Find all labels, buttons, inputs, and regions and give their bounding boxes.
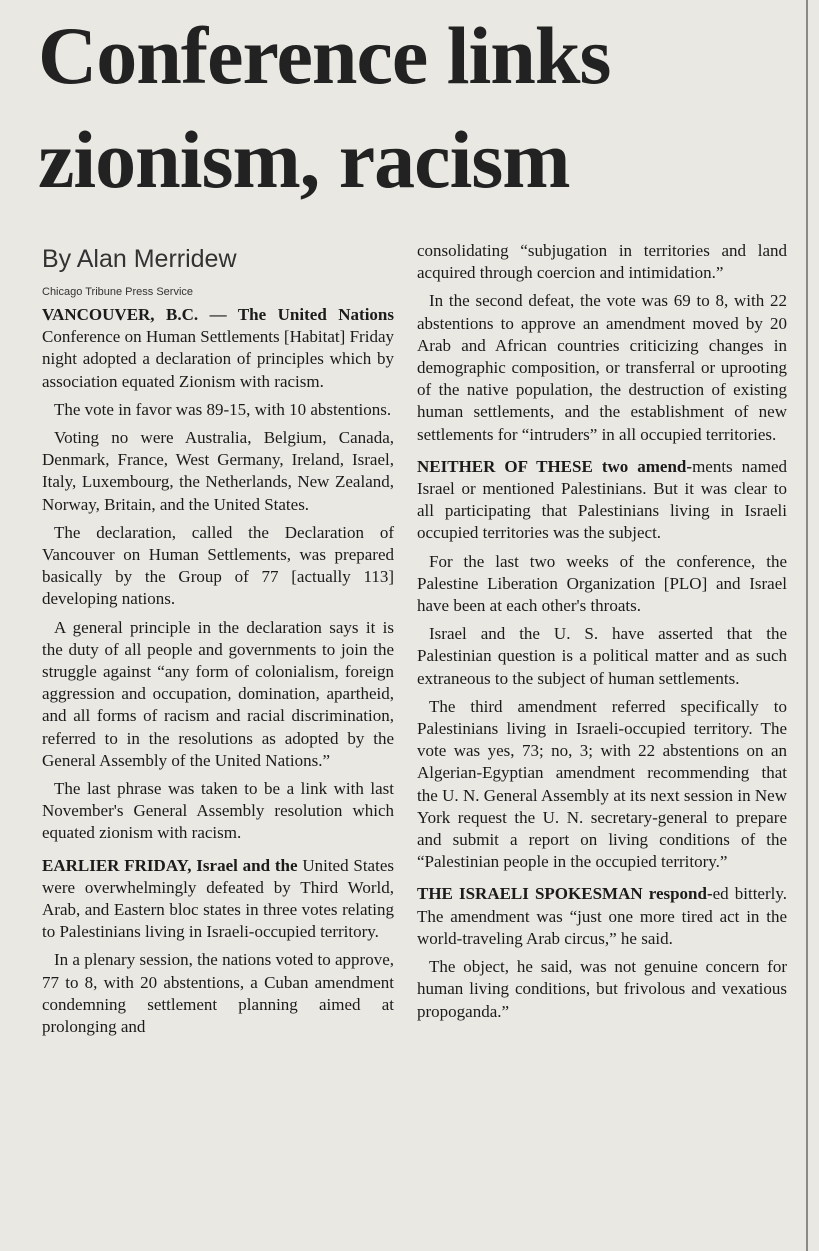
paragraph-text: Conference on Human Settlements [Habitat] Friday night adopted a declaration of principles which by association equated Zionism with racism. <box>42 327 394 391</box>
news-service: Chicago Tribune Press Service <box>42 286 194 298</box>
right-column <box>417 240 787 1029</box>
paragraph: The declaration, called the Declaration of Vancouver on Human Settlements, was prepared basically by the Group of 77 [actually 113] developing nations. <box>42 522 394 609</box>
paragraph: consolidating “subjugation in territories and land acquired through coercion and intimidation.” <box>417 241 787 283</box>
paragraph: In a plenary session, the nations voted to approve, 77 to 8, with 20 abstentions, a Cuban amendment condemning settlement planning aimed at prolonging and <box>42 950 394 1037</box>
left-column <box>42 240 394 1044</box>
paragraph-lead: THE ISRAELI SPOKESMAN respond- <box>417 884 713 904</box>
paragraph: The last phrase was taken to be a link with last November's General Assembly resolution which equated zionism with racism. <box>42 779 394 843</box>
paragraph <box>42 304 394 393</box>
paragraph <box>417 456 787 545</box>
paragraph: The vote in favor was 89-15, with 10 abstentions. <box>54 399 392 419</box>
paragraph: Voting no were Australia, Belgium, Canada, Denmark, France, West Germany, Ireland, Israel, Italy, Luxembourg, the Netherlands, New Zealand, Norway, Britain, and the United States. <box>42 428 394 514</box>
headline: Conference links zionism, racism <box>38 10 611 205</box>
byline: By Alan Merridew <box>42 245 237 273</box>
paragraph: In the second defeat, the vote was 69 to 8, with 22 abstentions to approve an amendment moved by 20 Arab and African countries criticizing changes in demographic composition, or transferral or uprooting of the native population, the destruction of existing human settlements, and the establishment of new settlements for “intruders” in all occupied territories. <box>417 291 787 444</box>
paragraph-lead: EARLIER FRIDAY, Israel and the <box>42 855 298 875</box>
paragraph: Israel and the U. S. have asserted that the Palestinian question is a political matter and as such extraneous to the subject of human settlements. <box>417 624 787 688</box>
paragraph-text: ed bitterly. The amendment was “just one more tired act in the world-traveling Arab circus,” he said. <box>417 884 788 948</box>
paragraph: For the last two weeks of the conference, the Palestine Liberation Organization [PLO] and Israel have been at each other's throats. <box>417 551 787 616</box>
paragraph: The object, he said, was not genuine concern for human living conditions, but frivolous and vexatious propoganda.” <box>417 957 787 1021</box>
paragraph-text: ments named Israel or mentioned Palestinians. But it was clear to all participating that Palestinians living in Israeli occupied territories was the subject. <box>417 456 787 543</box>
paragraph <box>42 855 394 944</box>
paragraph: A general principle in the declaration says it is the duty of all people and governments to join the struggle against “any form of colonialism, foreign aggression and occupation, domination, apartheid, and all forms of racism and racial discrimination, referred to in the resolutions as adopted by the General Assembly of the United Nations.” <box>42 617 394 770</box>
paragraph-text: United States were overwhelmingly defeated by Third World, Arab, and Eastern bloc states in three votes relating to Palestinians living in Israeli-occupied territory. <box>42 855 394 942</box>
paragraph-lead: NEITHER OF THESE two amend- <box>417 456 693 476</box>
paragraph-lead: VANCOUVER, B.C. — The United Nations <box>42 305 394 324</box>
paragraph: The third amendment referred specifically to Palestinians living in Israeli-occupied territory. The vote was yes, 73; no, 3; with 22 abstentions on an Algerian-Egyptian amendment recommending that the U. N. General Assembly at its next session in New York request the U. N. secretary-general to prepare and submit a report on living conditions of the “Palestinian people in the occupied territory.” <box>417 696 787 872</box>
paragraph <box>417 883 787 950</box>
